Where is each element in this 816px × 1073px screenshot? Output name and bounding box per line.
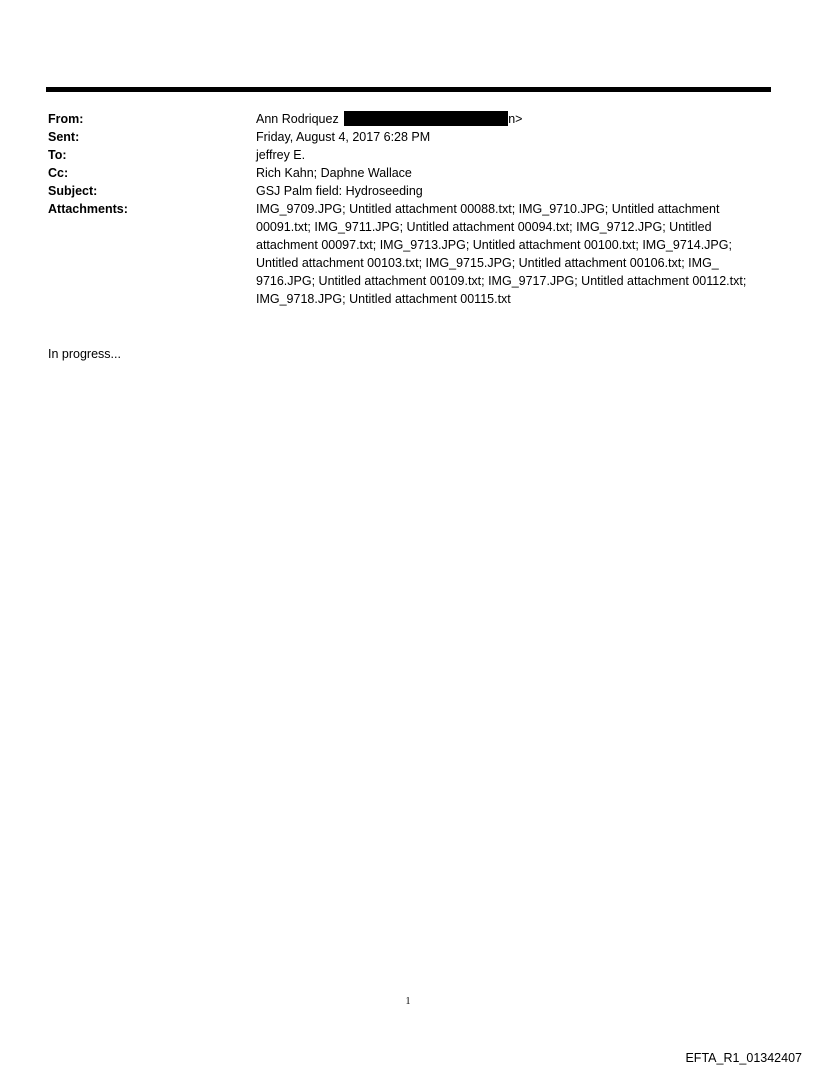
header-divider [46,87,771,92]
subject-value: GSJ Palm field: Hydroseeding [256,184,423,198]
cc-row [48,164,768,182]
sent-row [48,128,768,146]
document-id: EFTA_R1_01342407 [685,1051,802,1065]
subject-label: Subject: [48,184,98,198]
from-row [48,110,768,128]
email-body: In progress... [48,347,121,361]
sent-value: Friday, August 4, 2017 6:28 PM [256,130,431,144]
to-row [48,146,768,164]
attachments-value: IMG_9709.JPG; Untitled attachment 00088.txt; IMG_9710.JPG; Untitled attachment 00091.txt; IMG_9711.JPG; Untitled attachment 00094.txt; IMG_9712.JPG; Untitled attachment 00097.txt; IMG_9713.JPG; Untitled attachment 00100.txt; IMG_9714.JPG; Untitled attachment 00103.txt; IMG_9715.JPG; Untitled attachment 00106.txt; IMG_ 9716.JPG; Untitled attachment 00109.txt; IMG_9717.JPG; Untitled attachment 00112.txt; IMG_9718.JPG; Untitled attachment 00115.txt [256,202,747,306]
from-value [256,110,768,128]
page-number: 1 [405,996,411,1007]
sender-name: Ann Rodriquez [256,112,339,126]
attachments-label: Attachments: [48,202,128,216]
cc-value: Rich Kahn; Daphne Wallace [256,166,412,180]
to-label: To: [48,148,67,162]
cc-label: Cc: [48,166,69,180]
to-value: jeffrey E. [256,148,306,162]
subject-row [48,182,768,200]
from-label: From: [48,112,84,126]
sent-label: Sent: [48,130,80,144]
sender-address-suffix: n> [508,112,523,126]
attachments-row [48,200,768,308]
email-header [48,110,768,308]
redaction-bar [344,111,508,126]
